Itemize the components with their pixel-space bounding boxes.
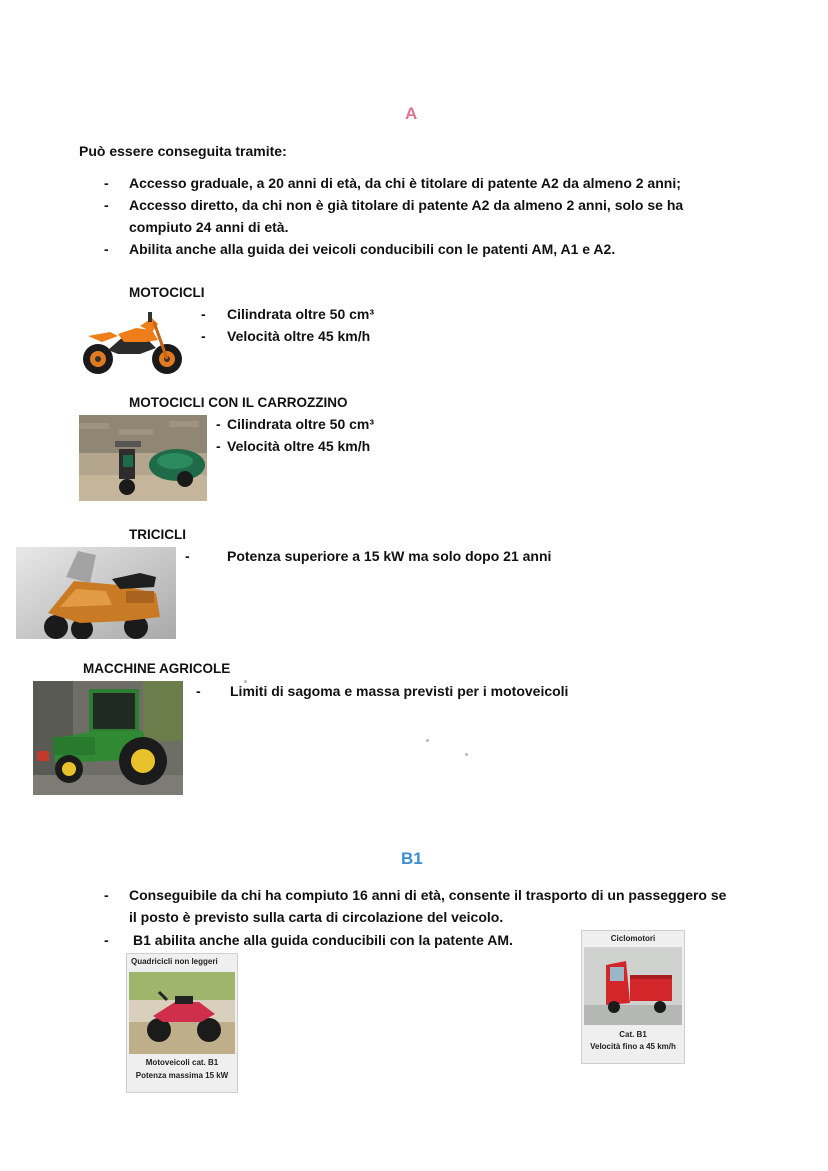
feature-marker: - [185, 548, 190, 564]
card-caption: Potenza massima 15 kW [135, 1071, 229, 1080]
feature-marker: - [201, 328, 206, 344]
bullet-marker: - [104, 932, 109, 948]
card-caption: Velocità fino a 45 km/h [590, 1042, 676, 1051]
feature-marker: - [201, 306, 206, 322]
tricycle-image [16, 547, 176, 639]
bullet-text: Accesso graduale, a 20 anni di età, da chi è titolare di patente A2 da almeno 2 anni; [129, 175, 681, 191]
stray-dot [244, 680, 247, 683]
feature-text: Potenza superiore a 15 kW ma solo dopo 21 anni [227, 548, 552, 564]
ape-vehicle-image [584, 947, 682, 1025]
feature-text: Velocità oltre 45 km/h [227, 438, 371, 454]
ciclomotori-card [581, 930, 685, 1064]
quad-bike-image [129, 972, 235, 1054]
section-b1-title: B1 [401, 849, 423, 868]
tractor-image [33, 681, 183, 795]
vehicle-heading-sidecar: MOTOCICLI CON IL CARROZZINO [129, 395, 348, 410]
bullet-marker: - [104, 887, 109, 903]
bullet-text: B1 abilita anche alla guida conducibili con la patente AM. [133, 932, 513, 948]
bullet-marker: - [104, 197, 109, 213]
feature-text: Cilindrata oltre 50 cm³ [227, 306, 375, 322]
card-title: Quadricicli non leggeri [131, 957, 218, 966]
feature-text: Limiti di sagoma e massa previsti per i motoveicoli [230, 683, 569, 699]
motorcycle-image [78, 306, 188, 380]
feature-text: Cilindrata oltre 50 cm³ [227, 416, 375, 432]
card-title: Ciclomotori [610, 934, 656, 943]
section-a-title: A [405, 104, 418, 123]
stray-dot [426, 739, 429, 742]
card-caption: Motoveicoli cat. B1 [145, 1058, 219, 1067]
bullet-text: Accesso diretto, da chi non è già titolare di patente A2 da almeno 2 anni, solo se ha [129, 197, 684, 213]
bullet-text: Abilita anche alla guida dei veicoli conducibili con le patenti AM, A1 e A2. [129, 241, 616, 257]
vehicle-heading-motocicli: MOTOCICLI [129, 285, 205, 300]
bullet-marker: - [104, 175, 109, 191]
feature-text: Velocità oltre 45 km/h [227, 328, 371, 344]
bullet-text-continued: il posto è previsto sulla carta di circolazione del veicolo. [129, 909, 504, 925]
bullet-marker: - [104, 241, 109, 257]
bullet-text-continued: compiuto 24 anni di età. [129, 219, 289, 235]
section-a-intro: Può essere conseguita tramite: [79, 143, 287, 159]
feature-marker: - [216, 416, 221, 432]
feature-marker: - [216, 438, 221, 454]
stray-dot [465, 753, 468, 756]
vehicle-heading-tricicli: TRICICLI [129, 527, 186, 542]
quadricycle-card [126, 953, 238, 1093]
feature-marker: - [196, 683, 201, 699]
card-caption: Cat. B1 [619, 1030, 647, 1039]
sidecar-motorcycle-image [79, 415, 207, 501]
vehicle-heading-macchine-agricole: MACCHINE AGRICOLE [83, 661, 231, 676]
bullet-text: Conseguibile da chi ha compiuto 16 anni di età, consente il trasporto di un passeggero se [129, 887, 727, 903]
